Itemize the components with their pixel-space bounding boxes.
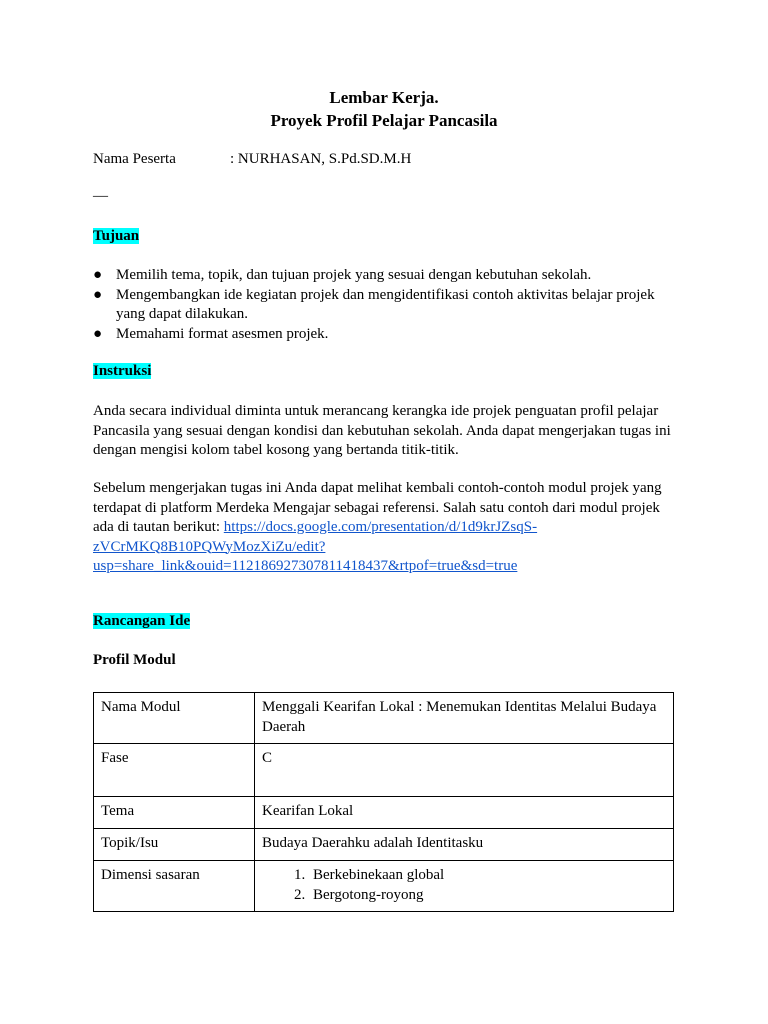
reference-link[interactable]: https://docs.google.com/presentation/d/1d9krJZsqS- zVCrMKQ8B10PQWyMozXiZu/edit? usp=share_link&ouid=112186927307811418437&rtpof=true&sd=true xyxy=(93,519,538,574)
dimensi-item: 1. Berkebinekaan global xyxy=(309,866,666,886)
tujuan-list xyxy=(93,266,683,344)
table-row xyxy=(94,693,674,744)
table-row xyxy=(94,861,674,912)
table-cell-label: Topik/Isu xyxy=(94,829,255,861)
bullet-icon: ● xyxy=(93,286,103,303)
table-row xyxy=(94,744,674,797)
tujuan-item xyxy=(93,266,683,286)
doc-subtitle: Proyek Profil Pelajar Pancasila xyxy=(270,111,498,130)
dimensi-list xyxy=(262,866,666,905)
table-cell-label: Nama Modul xyxy=(94,693,255,744)
dimensi-item: 2. Bergotong-royong xyxy=(309,886,666,906)
rancangan-heading-text: Rancangan Ide xyxy=(93,613,191,629)
tujuan-item-text: Mengembangkan ide kegiatan projek dan mengidentifikasi contoh aktivitas belajar projek yang dapat dilakukan. xyxy=(116,286,655,322)
tujuan-item-text: Memahami format asesmen projek. xyxy=(116,325,329,342)
table-cell-value: Menggali Kearifan Lokal : Menemukan Identitas Melalui Budaya Daerah xyxy=(255,693,674,744)
table-cell-value: C xyxy=(255,744,674,797)
tujuan-item xyxy=(93,325,683,345)
table-cell-value: Kearifan Lokal xyxy=(255,797,674,829)
separator: — xyxy=(93,188,108,204)
instruksi-paragraph-1: Anda secara individual diminta untuk merancang kerangka ide projek penguatan profil pelajar Pancasila yang sesuai dengan kondisi dan kebutuhan sekolah. Anda dapat mengerjakan tugas ini dengan mengisi kolom tabel kosong yang bertanda titik-titik. xyxy=(93,403,671,458)
bullet-icon: ● xyxy=(93,325,103,342)
doc-title: Lembar Kerja. xyxy=(329,88,439,107)
profil-modul-table xyxy=(93,692,674,912)
instruksi-paragraph-2 xyxy=(93,479,683,577)
participant-label: Nama Peserta xyxy=(93,151,176,167)
rancangan-heading xyxy=(93,613,190,630)
table-cell-label: Tema xyxy=(94,797,255,829)
tujuan-heading xyxy=(93,228,139,245)
table-row xyxy=(94,797,674,829)
table-cell-value xyxy=(255,861,674,912)
table-cell-label: Dimensi sasaran xyxy=(94,861,255,912)
tujuan-item xyxy=(93,286,683,325)
instruksi-paragraph-2-text: Sebelum mengerjakan tugas ini Anda dapat melihat kembali contoh-contoh modul projek yang terdapat di platform Merdeka Mengajar sebagai referensi. Salah satu contoh dari modul projek ada di tautan berikut: xyxy=(93,480,662,535)
tujuan-heading-text: Tujuan xyxy=(93,228,140,244)
participant-value: : NURHASAN, S.Pd.SD.M.H xyxy=(230,151,412,167)
tujuan-item-text: Memilih tema, topik, dan tujuan projek yang sesuai dengan kebutuhan sekolah. xyxy=(116,267,592,283)
table-cell-label: Fase xyxy=(94,744,255,797)
profil-modul-heading: Profil Modul xyxy=(93,652,176,668)
table-row xyxy=(94,829,674,861)
table-cell-value: Budaya Daerahku adalah Identitasku xyxy=(255,829,674,861)
bullet-icon: ● xyxy=(93,267,103,283)
instruksi-heading-text: Instruksi xyxy=(93,363,152,379)
instruksi-heading xyxy=(93,363,151,380)
